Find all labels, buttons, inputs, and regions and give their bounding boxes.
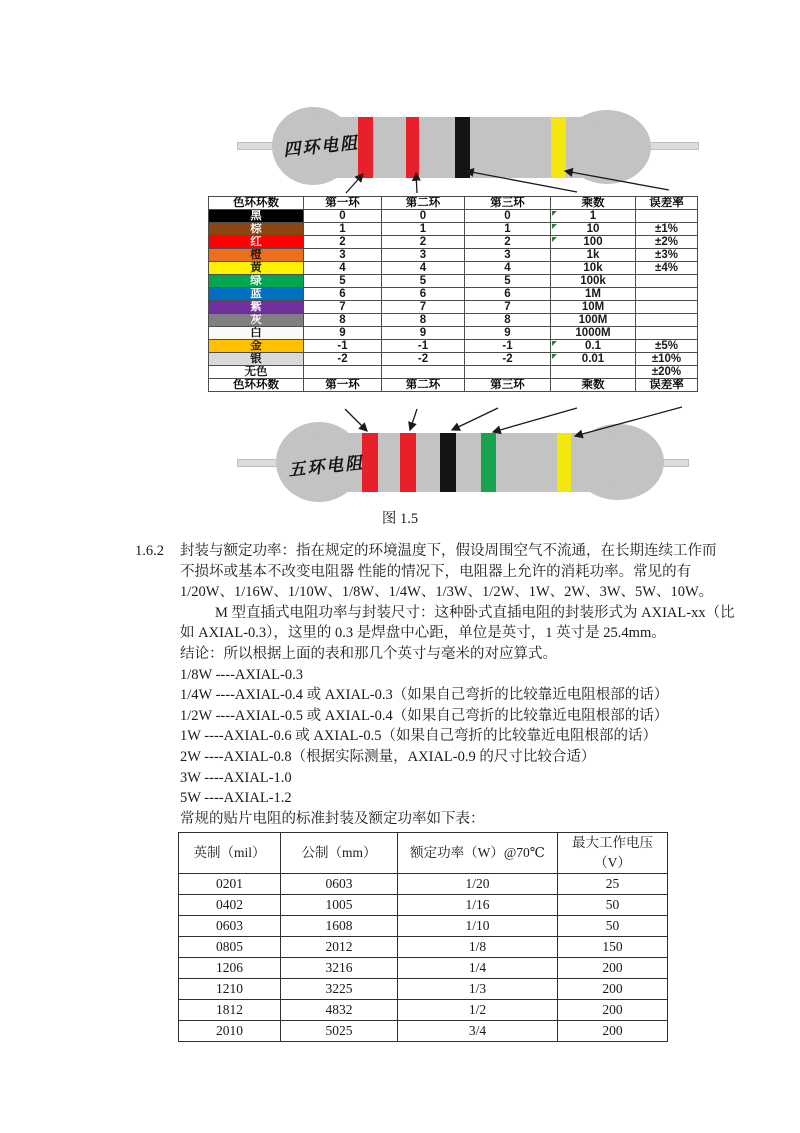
value-cell: 9 bbox=[465, 327, 551, 340]
color-table-row bbox=[209, 301, 698, 314]
text-line: M 型直插式电阻功率与封装尺寸：这种卧式直插电阻的封装形式为 AXIAL-xx（比 bbox=[215, 604, 735, 621]
text-line: 1/20W、1/16W、1/10W、1/8W、1/4W、1/3W、1/2W、1W、2W、3W、5W、10W。 bbox=[180, 584, 714, 601]
value-cell: 2 bbox=[304, 236, 382, 249]
color-table-header-row bbox=[209, 379, 698, 392]
color-code-table bbox=[208, 196, 698, 392]
color-name-cell: 灰 bbox=[209, 314, 304, 327]
value-cell: 4 bbox=[304, 262, 382, 275]
yellow-band bbox=[551, 117, 566, 178]
text-line: 2W ----AXIAL-0.8（根据实际测量，AXIAL-0.9 的尺寸比较合适） bbox=[180, 748, 596, 765]
text-line: 结论：所以根据上面的表和那几个英寸与毫米的对应算式。 bbox=[180, 645, 557, 662]
smd-table-row bbox=[179, 958, 668, 979]
value-cell: 3225 bbox=[281, 979, 398, 1000]
value-cell: 5 bbox=[382, 275, 465, 288]
value-cell: 5025 bbox=[281, 1021, 398, 1042]
header-cell: 第一环 bbox=[304, 197, 382, 210]
value-cell: 50 bbox=[558, 916, 668, 937]
value-cell: 6 bbox=[465, 288, 551, 301]
value-cell: 0.01 bbox=[551, 353, 636, 366]
value-cell: 1 bbox=[382, 223, 465, 236]
color-table-row bbox=[209, 236, 698, 249]
value-cell: 1k bbox=[551, 249, 636, 262]
value-cell: 0603 bbox=[281, 874, 398, 895]
value-cell: 2 bbox=[465, 236, 551, 249]
value-cell: 50 bbox=[558, 895, 668, 916]
value-cell: -2 bbox=[465, 353, 551, 366]
value-cell: 100k bbox=[551, 275, 636, 288]
text-line: 3W ----AXIAL-1.0 bbox=[180, 769, 292, 786]
value-cell: 4 bbox=[465, 262, 551, 275]
value-cell: -2 bbox=[304, 353, 382, 366]
value-cell: 1608 bbox=[281, 916, 398, 937]
smd-table-row bbox=[179, 1021, 668, 1042]
color-name-cell: 橙 bbox=[209, 249, 304, 262]
header-cell: 第一环 bbox=[304, 379, 382, 392]
color-name-cell: 无色 bbox=[209, 366, 304, 379]
value-cell: 1/20 bbox=[398, 874, 558, 895]
smd-table-row bbox=[179, 916, 668, 937]
value-cell: 1206 bbox=[179, 958, 281, 979]
color-name-cell: 红 bbox=[209, 236, 304, 249]
value-cell: 4 bbox=[382, 262, 465, 275]
value-cell: 5 bbox=[465, 275, 551, 288]
value-cell: ±5% bbox=[636, 340, 698, 353]
text-line: 1.6.2 封装与额定功率：指在规定的环境温度下，假设周围空气不流通，在长期连续工作而 bbox=[135, 541, 710, 562]
header-cell: 乘数 bbox=[551, 197, 636, 210]
section-number: 1.6.2 bbox=[135, 543, 164, 559]
color-table-row bbox=[209, 249, 698, 262]
red-band bbox=[358, 117, 373, 178]
value-cell: 7 bbox=[465, 301, 551, 314]
value-cell: ±20% bbox=[636, 366, 698, 379]
yellow-band bbox=[557, 433, 571, 492]
color-table-header-row bbox=[209, 197, 698, 210]
text-line: 1/8W ----AXIAL-0.3 bbox=[180, 666, 303, 683]
value-cell: -1 bbox=[304, 340, 382, 353]
value-cell: 1 bbox=[551, 210, 636, 223]
value-cell: 0402 bbox=[179, 895, 281, 916]
value-cell: 0603 bbox=[179, 916, 281, 937]
value-cell: 1 bbox=[304, 223, 382, 236]
value-cell bbox=[636, 314, 698, 327]
value-cell: 8 bbox=[465, 314, 551, 327]
red-band bbox=[362, 433, 378, 492]
value-cell: -1 bbox=[382, 340, 465, 353]
value-cell: 1/3 bbox=[398, 979, 558, 1000]
black-band bbox=[440, 433, 456, 492]
value-cell: -1 bbox=[465, 340, 551, 353]
header-cell: 色环环数 bbox=[209, 379, 304, 392]
value-cell: 3 bbox=[304, 249, 382, 262]
comment-mark bbox=[552, 237, 557, 242]
color-name-cell: 黑 bbox=[209, 210, 304, 223]
value-cell: 10k bbox=[551, 262, 636, 275]
header-cell: 第二环 bbox=[382, 197, 465, 210]
value-cell: 1/10 bbox=[398, 916, 558, 937]
value-cell: 0 bbox=[465, 210, 551, 223]
value-cell: 1/2 bbox=[398, 1000, 558, 1021]
value-cell bbox=[304, 366, 382, 379]
header-cell: 最大工作电压（V） bbox=[558, 833, 668, 874]
text-line: 常规的贴片电阻的标准封装及额定功率如下表： bbox=[180, 810, 485, 827]
value-cell: 3 bbox=[382, 249, 465, 262]
value-cell: 3/4 bbox=[398, 1021, 558, 1042]
header-cell: 色环环数 bbox=[209, 197, 304, 210]
color-name-cell: 棕 bbox=[209, 223, 304, 236]
smd-table-row bbox=[179, 979, 668, 1000]
value-cell: 1M bbox=[551, 288, 636, 301]
header-cell: 第三环 bbox=[465, 197, 551, 210]
value-cell: 0201 bbox=[179, 874, 281, 895]
smd-table-row bbox=[179, 895, 668, 916]
text-line: 5W ----AXIAL-1.2 bbox=[180, 790, 292, 807]
value-cell: 200 bbox=[558, 958, 668, 979]
value-cell: 2010 bbox=[179, 1021, 281, 1042]
value-cell: 1812 bbox=[179, 1000, 281, 1021]
value-cell bbox=[465, 366, 551, 379]
value-cell: 0805 bbox=[179, 937, 281, 958]
header-cell: 乘数 bbox=[551, 379, 636, 392]
color-table-row bbox=[209, 327, 698, 340]
color-table-row bbox=[209, 314, 698, 327]
color-name-cell: 银 bbox=[209, 353, 304, 366]
value-cell bbox=[636, 301, 698, 314]
value-cell: 0.1 bbox=[551, 340, 636, 353]
header-cell: 公制（mm） bbox=[281, 833, 398, 874]
color-table-row bbox=[209, 223, 698, 236]
value-cell: 200 bbox=[558, 979, 668, 1000]
comment-mark bbox=[552, 224, 557, 229]
value-cell: 1005 bbox=[281, 895, 398, 916]
value-cell: 200 bbox=[558, 1000, 668, 1021]
value-cell: 6 bbox=[382, 288, 465, 301]
value-cell: 2 bbox=[382, 236, 465, 249]
color-table-row bbox=[209, 210, 698, 223]
color-name-cell: 黄 bbox=[209, 262, 304, 275]
color-table-row bbox=[209, 275, 698, 288]
value-cell: 1000M bbox=[551, 327, 636, 340]
value-cell bbox=[636, 275, 698, 288]
figure-caption: 图 1.5 bbox=[381, 511, 419, 527]
color-table-row bbox=[209, 340, 698, 353]
header-cell: 第二环 bbox=[382, 379, 465, 392]
color-table-row bbox=[209, 366, 698, 379]
value-cell: 3216 bbox=[281, 958, 398, 979]
smd-table-row bbox=[179, 874, 668, 895]
value-cell: 2012 bbox=[281, 937, 398, 958]
arrow-band1-bottom bbox=[345, 409, 367, 431]
arrow-band2-bottom bbox=[410, 409, 417, 430]
value-cell: 8 bbox=[304, 314, 382, 327]
value-cell: 9 bbox=[304, 327, 382, 340]
value-cell: 25 bbox=[558, 874, 668, 895]
value-cell bbox=[636, 327, 698, 340]
value-cell: 1/8 bbox=[398, 937, 558, 958]
value-cell: 100M bbox=[551, 314, 636, 327]
value-cell: 100 bbox=[551, 236, 636, 249]
value-cell: 7 bbox=[304, 301, 382, 314]
five-band-resistor-label: 五环电阻 bbox=[287, 453, 365, 480]
color-name-cell: 绿 bbox=[209, 275, 304, 288]
smd-table-row bbox=[179, 937, 668, 958]
color-table-row bbox=[209, 262, 698, 275]
header-cell: 误差率 bbox=[636, 379, 698, 392]
text-line: 不损坏或基本不改变电阻器 性能的情况下，电阻器上允许的消耗功率。常见的有 bbox=[180, 563, 692, 580]
green-band bbox=[481, 433, 496, 492]
color-name-cell: 白 bbox=[209, 327, 304, 340]
text-line: 1W ----AXIAL-0.6 或 AXIAL-0.5（如果自己弯折的比较靠近电阻根部的话） bbox=[180, 728, 657, 745]
comment-mark bbox=[552, 211, 557, 216]
smd-table-row bbox=[179, 1000, 668, 1021]
value-cell: -2 bbox=[382, 353, 465, 366]
value-cell: 200 bbox=[558, 1021, 668, 1042]
value-cell: 9 bbox=[382, 327, 465, 340]
arrow-band3-bottom bbox=[452, 408, 498, 430]
comment-mark bbox=[552, 354, 557, 359]
body-text bbox=[135, 541, 735, 829]
value-cell: 1/4 bbox=[398, 958, 558, 979]
value-cell bbox=[382, 366, 465, 379]
value-cell: ±1% bbox=[636, 223, 698, 236]
comment-mark bbox=[552, 341, 557, 346]
text-line: 如 AXIAL-0.3），这里的 0.3 是焊盘中心距，单位是英寸，1 英寸是 25.4mm。 bbox=[180, 625, 666, 642]
header-cell: 英制（mil） bbox=[179, 833, 281, 874]
value-cell: ±2% bbox=[636, 236, 698, 249]
red-band bbox=[406, 117, 419, 178]
value-cell: 1/16 bbox=[398, 895, 558, 916]
header-cell: 额定功率（W）@70℃ bbox=[398, 833, 558, 874]
text-line: 1/4W ----AXIAL-0.4 或 AXIAL-0.3（如果自己弯折的比较靠近电阻根部的话） bbox=[180, 687, 669, 704]
value-cell: 5 bbox=[304, 275, 382, 288]
value-cell: 10 bbox=[551, 223, 636, 236]
header-cell: 误差率 bbox=[636, 197, 698, 210]
value-cell bbox=[636, 210, 698, 223]
color-table-row bbox=[209, 353, 698, 366]
smd-package-table bbox=[178, 832, 668, 1042]
color-table-row bbox=[209, 288, 698, 301]
text-line: 1/2W ----AXIAL-0.5 或 AXIAL-0.4（如果自己弯折的比较靠近电阻根部的话） bbox=[180, 707, 669, 724]
black-band bbox=[455, 117, 470, 178]
color-name-cell: 金 bbox=[209, 340, 304, 353]
value-cell: 10M bbox=[551, 301, 636, 314]
value-cell: 150 bbox=[558, 937, 668, 958]
value-cell: ±3% bbox=[636, 249, 698, 262]
value-cell: ±10% bbox=[636, 353, 698, 366]
color-name-cell: 紫 bbox=[209, 301, 304, 314]
color-name-cell: 蓝 bbox=[209, 288, 304, 301]
value-cell: 1 bbox=[465, 223, 551, 236]
smd-table-header-row bbox=[179, 833, 668, 874]
four-band-resistor-label: 四环电阻 bbox=[282, 133, 360, 160]
value-cell: 1210 bbox=[179, 979, 281, 1000]
value-cell bbox=[551, 366, 636, 379]
value-cell bbox=[636, 288, 698, 301]
value-cell: 4832 bbox=[281, 1000, 398, 1021]
value-cell: 8 bbox=[382, 314, 465, 327]
value-cell: 3 bbox=[465, 249, 551, 262]
header-cell: 第三环 bbox=[465, 379, 551, 392]
value-cell: 7 bbox=[382, 301, 465, 314]
value-cell: ±4% bbox=[636, 262, 698, 275]
red-band bbox=[400, 433, 416, 492]
value-cell: 0 bbox=[382, 210, 465, 223]
arrow-multiplier-bottom bbox=[493, 408, 577, 432]
value-cell: 6 bbox=[304, 288, 382, 301]
value-cell: 0 bbox=[304, 210, 382, 223]
